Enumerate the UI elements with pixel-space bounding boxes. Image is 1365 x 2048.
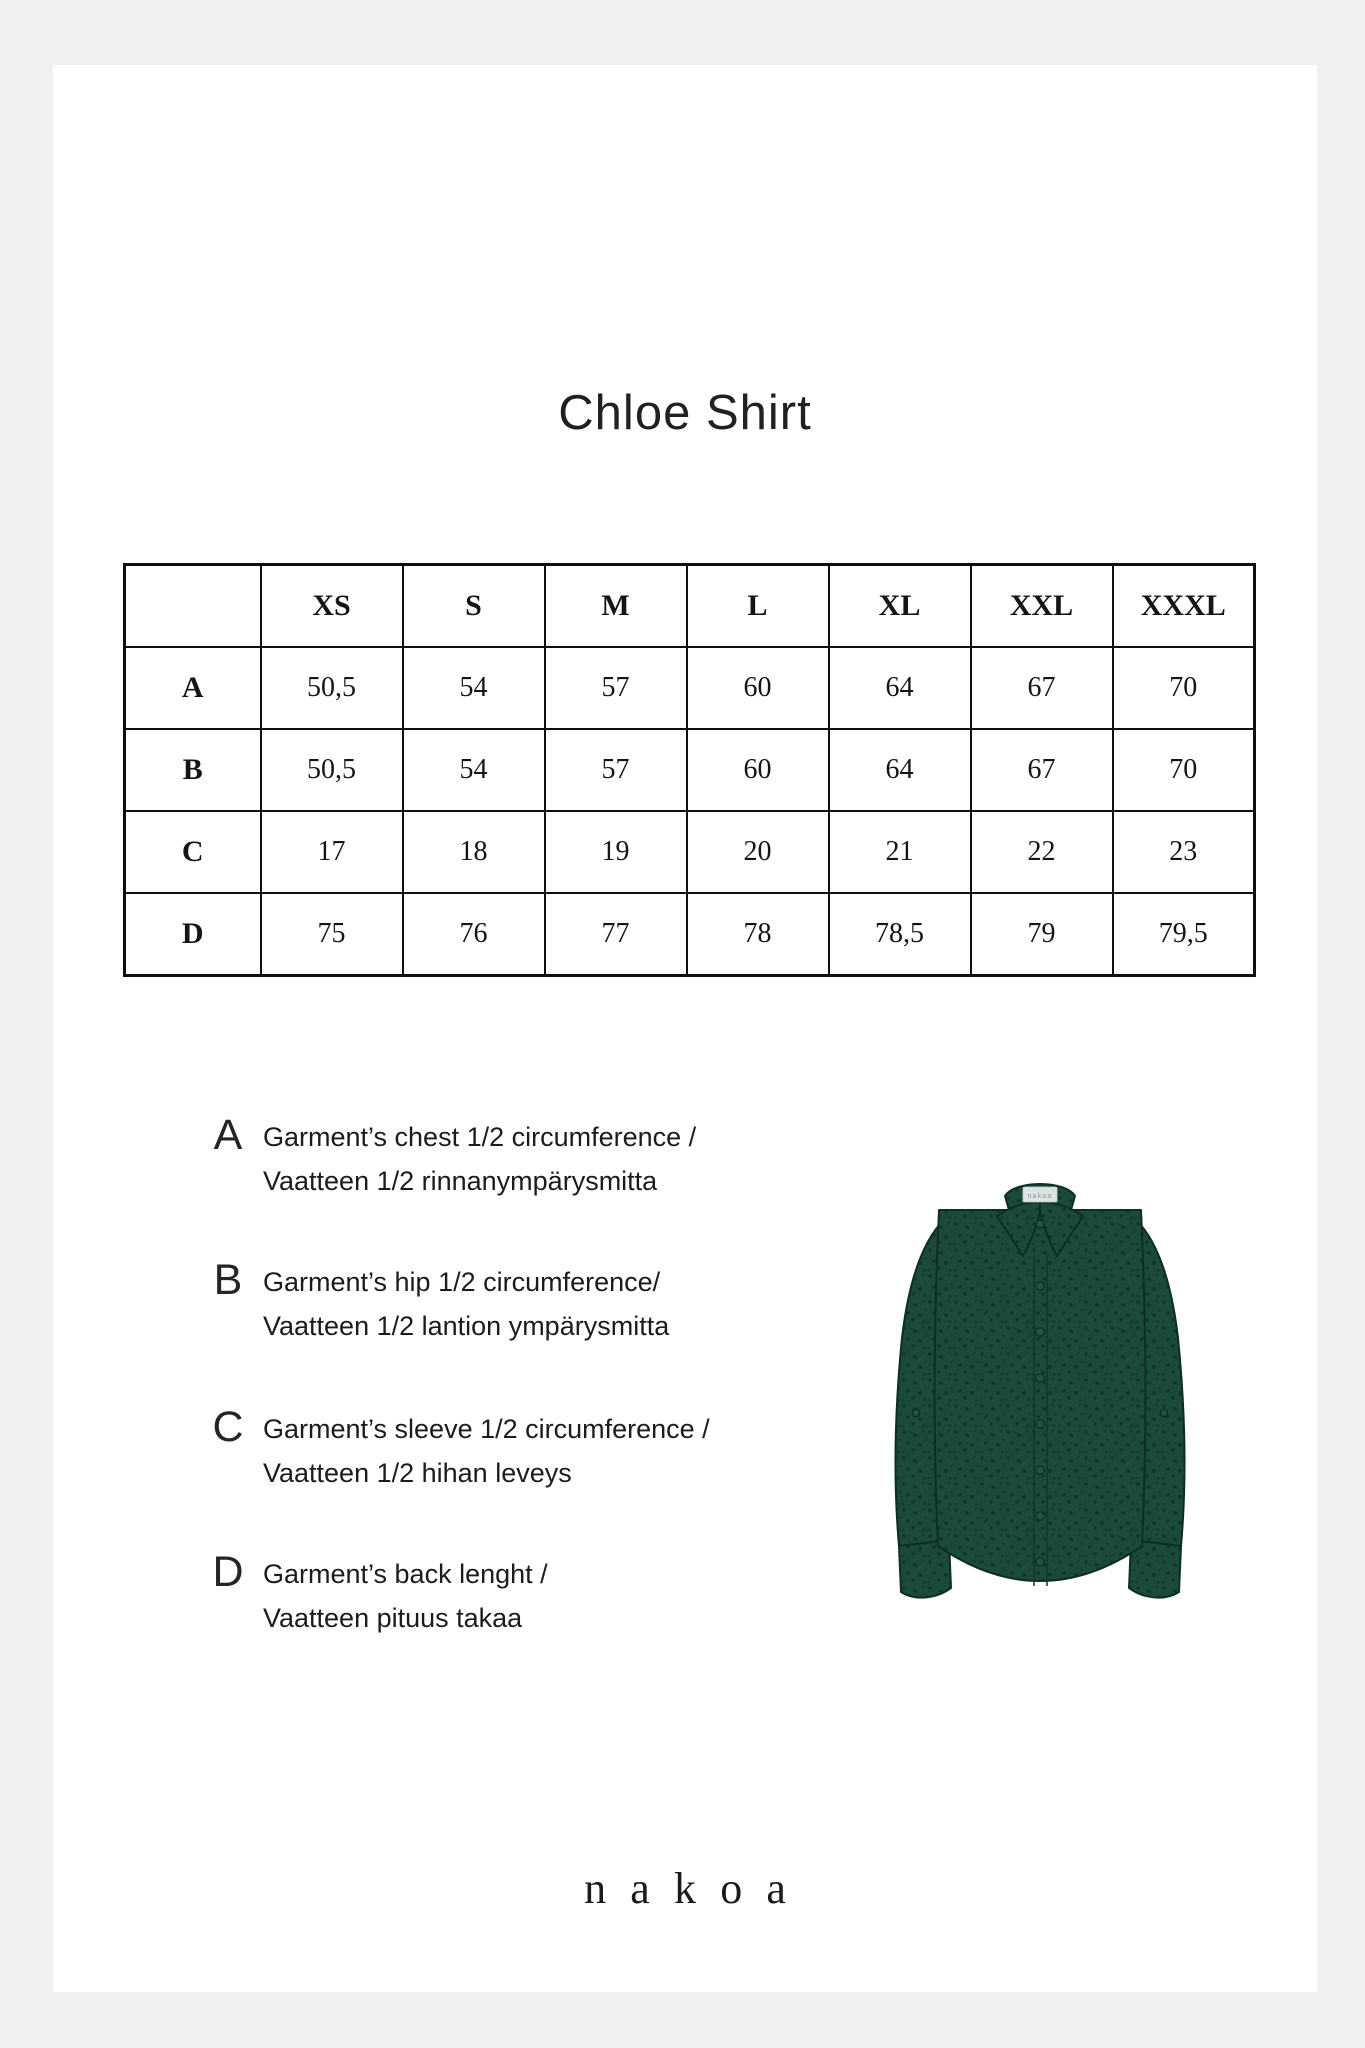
legend-item-c bbox=[198, 1403, 838, 1495]
shirt-body-group bbox=[895, 1184, 1184, 1598]
column-header-l: L bbox=[687, 565, 829, 648]
cell-b-xxxl: 70 bbox=[1113, 729, 1255, 811]
column-header-xxl: XXL bbox=[971, 565, 1113, 648]
legend-a-line2: Vaatteen 1/2 rinnanympärysmitta bbox=[263, 1166, 658, 1196]
page-title: Chloe Shirt bbox=[558, 386, 812, 440]
legend-item-a bbox=[198, 1111, 838, 1203]
legend-a-line1: Garment’s chest 1/2 circumference / bbox=[263, 1122, 697, 1152]
cell-b-xxl: 67 bbox=[971, 729, 1113, 811]
cell-c-l: 20 bbox=[687, 811, 829, 893]
legend-text-b bbox=[263, 1260, 838, 1348]
shirt-image bbox=[875, 1168, 1205, 1620]
cell-d-xl: 78,5 bbox=[829, 893, 971, 975]
cell-a-xs: 50,5 bbox=[261, 647, 403, 729]
cell-d-l: 78 bbox=[687, 893, 829, 975]
row-label: C bbox=[125, 811, 261, 893]
cell-b-m: 57 bbox=[545, 729, 687, 811]
cell-a-m: 57 bbox=[545, 647, 687, 729]
legend-text-a bbox=[263, 1115, 838, 1203]
legend-c-line1: Garment’s sleeve 1/2 circumference / bbox=[263, 1414, 710, 1444]
legend-text-c bbox=[263, 1407, 838, 1495]
row-label: A bbox=[125, 647, 261, 729]
cell-c-xl: 21 bbox=[829, 811, 971, 893]
column-header-xl: XL bbox=[829, 565, 971, 648]
legend-b-line1: Garment’s hip 1/2 circumference/ bbox=[263, 1267, 661, 1297]
cell-c-m: 19 bbox=[545, 811, 687, 893]
legend-item-d bbox=[198, 1548, 838, 1640]
size-table-header-row bbox=[125, 565, 1255, 648]
row-label: B bbox=[125, 729, 261, 811]
cell-a-xl: 64 bbox=[829, 647, 971, 729]
size-table bbox=[123, 563, 1256, 977]
legend-letter-c: C bbox=[212, 1403, 244, 1451]
cell-b-s: 54 bbox=[403, 729, 545, 811]
cell-a-s: 54 bbox=[403, 647, 545, 729]
cell-c-s: 18 bbox=[403, 811, 545, 893]
legend-b-line2: Vaatteen 1/2 lantion ympärysmitta bbox=[263, 1311, 670, 1341]
shirt-torso bbox=[935, 1210, 1146, 1581]
corner-cell bbox=[125, 565, 261, 648]
cell-b-xs: 50,5 bbox=[261, 729, 403, 811]
cell-a-l: 60 bbox=[687, 647, 829, 729]
legend-c-line2: Vaatteen 1/2 hihan leveys bbox=[263, 1458, 572, 1488]
column-header-m: M bbox=[545, 565, 687, 648]
column-header-xxxl: XXXL bbox=[1113, 565, 1255, 648]
table-row-a bbox=[125, 647, 1255, 729]
legend-letter-a: A bbox=[213, 1111, 243, 1159]
cell-b-l: 60 bbox=[687, 729, 829, 811]
legend-letter-b: B bbox=[213, 1256, 243, 1304]
legend-item-b bbox=[198, 1256, 838, 1348]
cell-d-xxxl: 79,5 bbox=[1113, 893, 1255, 975]
table-row-d bbox=[125, 893, 1255, 975]
legend-letter-d: D bbox=[212, 1548, 244, 1596]
cell-c-xs: 17 bbox=[261, 811, 403, 893]
shirt-neck-label-text: nakoa bbox=[1027, 1193, 1053, 1200]
cell-d-xxl: 79 bbox=[971, 893, 1113, 975]
cell-c-xxl: 22 bbox=[971, 811, 1113, 893]
legend-text-d bbox=[263, 1552, 838, 1640]
row-label: D bbox=[125, 893, 261, 975]
column-header-xs: XS bbox=[261, 565, 403, 648]
column-header-s: S bbox=[403, 565, 545, 648]
cell-d-m: 77 bbox=[545, 893, 687, 975]
cell-a-xxxl: 70 bbox=[1113, 647, 1255, 729]
brand-wordmark: nakoa bbox=[584, 1864, 811, 1913]
legend-d-line1: Garment’s back lenght / bbox=[263, 1559, 548, 1589]
cell-b-xl: 64 bbox=[829, 729, 971, 811]
cell-c-xxxl: 23 bbox=[1113, 811, 1255, 893]
table-row-b bbox=[125, 729, 1255, 811]
size-table-wrapper bbox=[123, 563, 1256, 977]
table-row-c bbox=[125, 811, 1255, 893]
legend-d-line2: Vaatteen pituus takaa bbox=[263, 1603, 523, 1633]
cell-d-xs: 75 bbox=[261, 893, 403, 975]
cell-d-s: 76 bbox=[403, 893, 545, 975]
size-guide-card bbox=[53, 65, 1317, 1992]
cell-a-xxl: 67 bbox=[971, 647, 1113, 729]
